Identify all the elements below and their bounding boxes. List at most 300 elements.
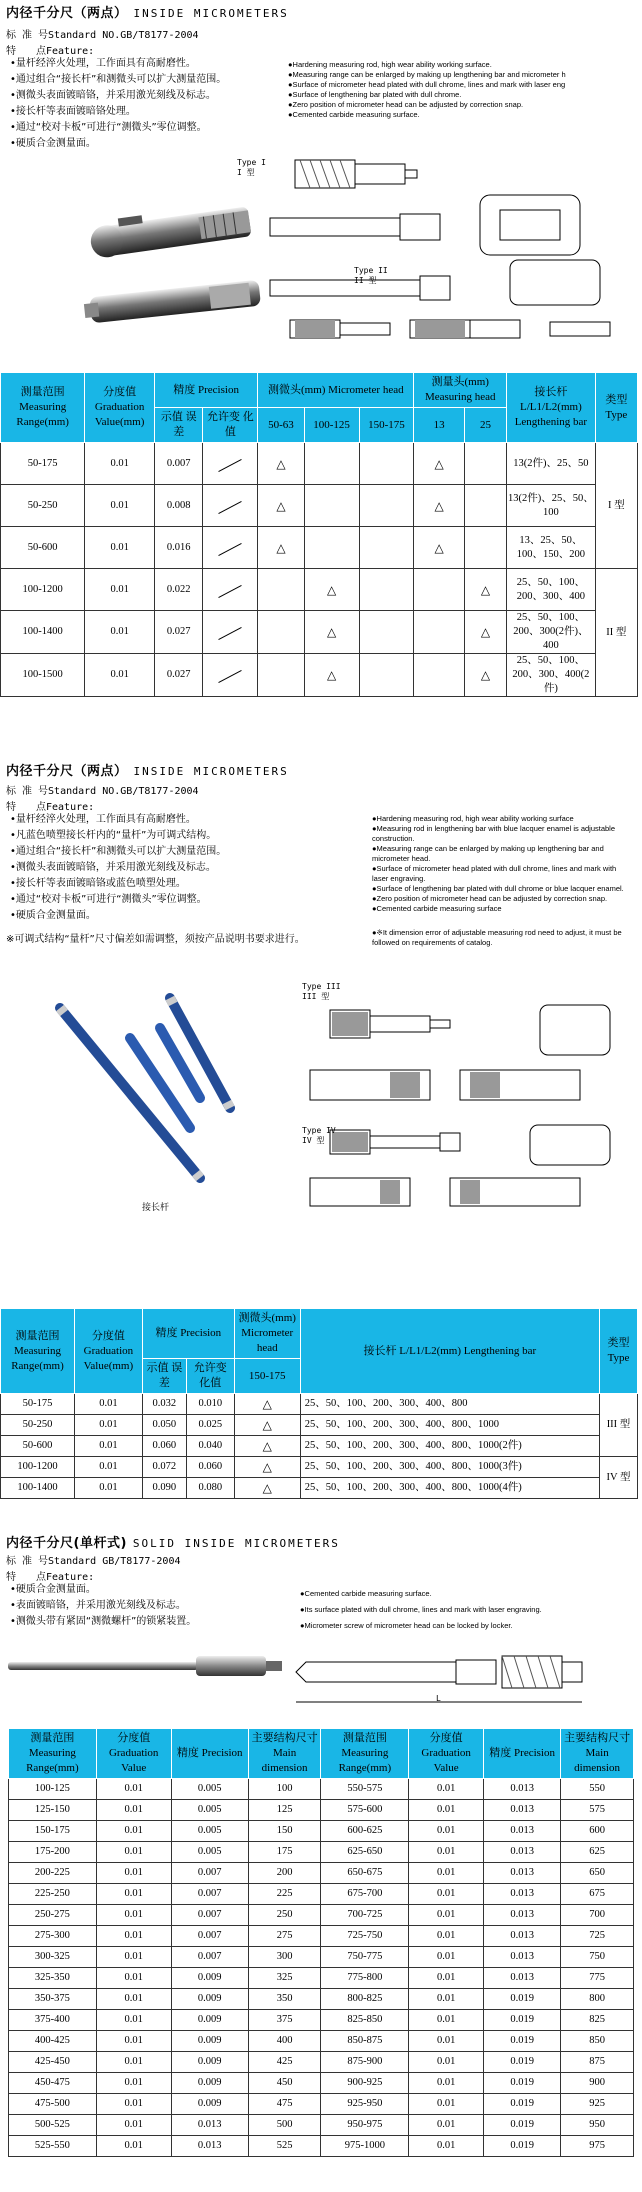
table-cell: 0.01 [409, 2115, 484, 2136]
table-cell: 0.01 [409, 1968, 484, 1989]
table-cell: 0.013 [484, 1842, 561, 1863]
table-cell: 0.01 [409, 1884, 484, 1905]
table-row [1, 527, 638, 569]
standard-number: 标 准 号Standard NO.GB/T8177-2004 [6, 786, 199, 797]
table-cell: 0.01 [96, 2115, 171, 2136]
table-cell: 0.013 [484, 1968, 561, 1989]
table-cell: 100 [248, 1779, 321, 1800]
cell-bar: 13(2件)、25、50、100 [507, 485, 596, 527]
table-cell: 0.013 [171, 2136, 248, 2157]
table-header: 分度值 Graduation Value [409, 1729, 484, 1779]
cell-bar: 25、50、100、200、300、400、800、1000(3件) [300, 1457, 599, 1478]
table-cell: 0.01 [409, 1842, 484, 1863]
spec-table-2 [0, 1308, 638, 1499]
cell-head: △ [234, 1415, 300, 1436]
table-row [9, 2115, 634, 2136]
solid-micrometer-drawing [292, 1632, 632, 1712]
table-cell: 425 [248, 2052, 321, 2073]
type-III-IV-drawings [300, 1000, 630, 1215]
table-row [9, 1863, 634, 1884]
cell-bar: 25、50、100、200、300、400、800 [300, 1394, 599, 1415]
cell-indication: 0.007 [154, 443, 203, 485]
table-header: 分度值 Graduation Value [96, 1729, 171, 1779]
cell-head: △ [304, 654, 359, 697]
bar-caption: 接长杆 [142, 1203, 170, 1213]
cell-mhead: △ [464, 654, 506, 697]
section-inside-micrometers-2 [0, 760, 642, 1540]
table-cell: 775-800 [321, 1968, 409, 1989]
table-cell: 825 [561, 2010, 634, 2031]
table-cell: 0.01 [96, 1989, 171, 2010]
cell-grad: 0.01 [85, 527, 155, 569]
table-row [1, 611, 638, 654]
cell-parallel-slash [203, 654, 258, 697]
table-row [1, 1394, 638, 1415]
table-cell: 0.01 [409, 1947, 484, 1968]
table-cell: 0.005 [171, 1779, 248, 1800]
type-I-label: Type I I 型 [237, 158, 266, 177]
table-cell: 0.01 [409, 2010, 484, 2031]
section-title: 内径千分尺（两点） INSIDE MICROMETERS [6, 764, 289, 779]
section-solid-inside-micrometers [0, 1532, 642, 2192]
standard-number: 标 准 号Standard GB/T8177-2004 [6, 1556, 181, 1567]
cell-indication: 0.027 [154, 611, 203, 654]
cell-head [359, 654, 414, 697]
table-cell: 0.01 [96, 1800, 171, 1821]
table-row [9, 1968, 634, 1989]
table-cell: 0.019 [484, 1989, 561, 2010]
cell-parallel-slash [203, 569, 258, 611]
table-cell: 275-300 [9, 1926, 97, 1947]
table-cell: 0.01 [409, 2073, 484, 2094]
header-mhead-col: 13 [414, 408, 465, 443]
cell-grad: 0.01 [74, 1436, 142, 1457]
table-row [9, 1905, 634, 1926]
slash-mark [219, 500, 242, 513]
table-cell: 0.01 [409, 1989, 484, 2010]
note-en: ● ※It dimension error of adjustable measuring rod need to adjust, it must be followed on requirements of catalog. [372, 928, 632, 948]
table-cell: 0.01 [96, 1926, 171, 1947]
table-cell: 675-700 [321, 1884, 409, 1905]
feature-label: 特 点Feature: [6, 802, 95, 813]
table-cell: 900-925 [321, 2073, 409, 2094]
cell-head [304, 485, 359, 527]
table-cell: 525-550 [9, 2136, 97, 2157]
standard-number: 标 准 号Standard NO.GB/T8177-2004 [6, 30, 199, 41]
table-cell: 200-225 [9, 1863, 97, 1884]
header-indication: 示值 误差 [142, 1359, 186, 1394]
cell-type: III 型 [600, 1394, 638, 1457]
cell-parallel-slash [203, 443, 258, 485]
table-header: 主要结构尺寸 Main dimension [561, 1729, 634, 1779]
cell-range: 100-1200 [1, 569, 85, 611]
table-cell: 0.01 [96, 2052, 171, 2073]
cell-range: 100-1200 [1, 1457, 75, 1478]
table-cell: 500-525 [9, 2115, 97, 2136]
table-cell: 325 [248, 1968, 321, 1989]
table-cell: 975 [561, 2136, 634, 2157]
cell-grad: 0.01 [85, 654, 155, 697]
note-cn: ※可调式结构“量杆”尺寸偏差如需调整，须按产品说明书要求进行。 [6, 934, 305, 945]
table-cell: 0.01 [96, 2073, 171, 2094]
table-cell: 0.019 [484, 2031, 561, 2052]
solid-micrometer-photo [6, 1646, 286, 1686]
cell-parallel: 0.010 [186, 1394, 234, 1415]
cell-mhead [414, 611, 465, 654]
table-cell: 700 [561, 1905, 634, 1926]
table-row [9, 1884, 634, 1905]
table-cell: 475 [248, 2094, 321, 2115]
cell-head [359, 611, 414, 654]
table-cell: 900 [561, 2073, 634, 2094]
table-cell: 875-900 [321, 2052, 409, 2073]
table-cell: 350 [248, 1989, 321, 2010]
cell-grad: 0.01 [85, 569, 155, 611]
table-cell: 0.009 [171, 2073, 248, 2094]
header-indication: 示值 误差 [154, 408, 203, 443]
table-cell: 0.005 [171, 1800, 248, 1821]
table-cell: 950-975 [321, 2115, 409, 2136]
table-cell: 750-775 [321, 1947, 409, 1968]
features-en: ● Hardening measuring rod, high wear ability working surface ● Measuring rod in lengthening bar with blue lacquer enamel is adjustable construction. ● Measuring range can be enlarged by making up lengthening bar and micrometer head. ● Surface of micrometer head plated with dull chrome, lines and mark with laser engraving. ● Surface of lengthening bar plated with dull chrome or blue lacquer enamel. ● Zero position of micrometer head can be adjusted by correction snap. ● Cemented carbide measuring surface [372, 814, 632, 914]
header-lengthening-bar: 接长杆 L/L1/L2(mm) Lengthening bar [507, 373, 596, 443]
type-I-II-drawings [250, 150, 630, 360]
table-cell: 0.01 [409, 1863, 484, 1884]
table-cell: 100-125 [9, 1779, 97, 1800]
table-cell: 0.019 [484, 2136, 561, 2157]
cell-bar: 25、50、100、200、300、400、800、1000(4件) [300, 1478, 599, 1499]
table-cell: 0.01 [409, 1800, 484, 1821]
cell-grad: 0.01 [74, 1457, 142, 1478]
table-row [9, 2010, 634, 2031]
feature-label: 特 点Feature: [6, 1572, 95, 1583]
table-cell: 0.009 [171, 1989, 248, 2010]
table-header: 主要结构尺寸 Main dimension [248, 1729, 321, 1779]
header-head-col: 150-175 [359, 408, 414, 443]
table-cell: 550-575 [321, 1779, 409, 1800]
table-row [1, 1436, 638, 1457]
table-cell: 550 [561, 1779, 634, 1800]
cell-type: II 型 [595, 569, 637, 697]
table-cell: 300 [248, 1947, 321, 1968]
header-parallel: 允许变 化值 [186, 1359, 234, 1394]
table-cell: 650 [561, 1863, 634, 1884]
cell-grad: 0.01 [85, 485, 155, 527]
cell-range: 100-1400 [1, 1478, 75, 1499]
table-cell: 0.013 [484, 1905, 561, 1926]
cell-mhead: △ [414, 527, 465, 569]
table-row [9, 2073, 634, 2094]
table-cell: 775 [561, 1968, 634, 1989]
cell-mhead [464, 485, 506, 527]
table-cell: 0.01 [96, 1842, 171, 1863]
section-title: 内径千分尺（两点） INSIDE MICROMETERS [6, 6, 289, 21]
header-range: 测量范围 Measuring Range(mm) [1, 1309, 75, 1394]
blue-lengthening-bars-photo [50, 988, 250, 1198]
header-micrometer-head: 测微头(mm) Micrometer head [258, 373, 414, 408]
table-cell: 0.009 [171, 2031, 248, 2052]
cell-parallel: 0.025 [186, 1415, 234, 1436]
table-cell: 750 [561, 1947, 634, 1968]
table-cell: 0.013 [484, 1947, 561, 1968]
cell-bar: 25、50、100、200、300、400、800、1000(2件) [300, 1436, 599, 1457]
cell-head [359, 485, 414, 527]
cell-bar: 13(2件)、25、50 [507, 443, 596, 485]
table-cell: 925-950 [321, 2094, 409, 2115]
table-row [9, 1842, 634, 1863]
cell-mhead: △ [414, 485, 465, 527]
table-cell: 0.01 [96, 2136, 171, 2157]
table-row [9, 1800, 634, 1821]
table-cell: 0.01 [409, 1779, 484, 1800]
table-cell: 0.01 [409, 2094, 484, 2115]
cell-indication: 0.060 [142, 1436, 186, 1457]
table-cell: 375-400 [9, 2010, 97, 2031]
cell-range: 100-1400 [1, 611, 85, 654]
table-cell: 625 [561, 1842, 634, 1863]
header-row [9, 1729, 634, 1779]
cell-bar: 25、50、100、200、300、400、800、1000 [300, 1415, 599, 1436]
table-row [1, 1478, 638, 1499]
table-cell: 0.005 [171, 1821, 248, 1842]
cell-range: 50-600 [1, 527, 85, 569]
table-cell: 500 [248, 2115, 321, 2136]
cell-head [258, 654, 304, 697]
cell-head [359, 527, 414, 569]
cell-head: △ [304, 611, 359, 654]
table-row [9, 1947, 634, 1968]
table-cell: 300-325 [9, 1947, 97, 1968]
cell-head: △ [234, 1394, 300, 1415]
table-cell: 0.01 [96, 1905, 171, 1926]
table-cell: 850-875 [321, 2031, 409, 2052]
cell-mhead [464, 527, 506, 569]
table-cell: 0.009 [171, 2052, 248, 2073]
spec-table-1 [0, 372, 638, 697]
table-row [9, 1989, 634, 2010]
table-cell: 0.01 [409, 2136, 484, 2157]
table-header: 测量范围 Measuring Range(mm) [321, 1729, 409, 1779]
cell-indication: 0.090 [142, 1478, 186, 1499]
table-header: 精度 Precision [171, 1729, 248, 1779]
cell-range: 50-175 [1, 443, 85, 485]
features-en: ● Cemented carbide measuring surface. ● Its surface plated with dull chrome, lines and mark with laser engraving. ● Micrometer screw of micrometer head can be locked by locker. [300, 1586, 640, 1634]
header-lengthening-bar: 接长杆 L/L1/L2(mm) Lengthening bar [300, 1309, 599, 1394]
table-cell: 450 [248, 2073, 321, 2094]
header-micrometer-head: 测微头(mm) Micrometer head [234, 1309, 300, 1359]
cell-parallel-slash [203, 611, 258, 654]
table-cell: 375 [248, 2010, 321, 2031]
spec-table-3 [8, 1728, 634, 2157]
table-cell: 625-650 [321, 1842, 409, 1863]
table-cell: 650-675 [321, 1863, 409, 1884]
table-row [9, 1926, 634, 1947]
cell-indication: 0.016 [154, 527, 203, 569]
header-measuring-head: 测量头(mm) Measuring head [414, 373, 507, 408]
header-head-col: 50-63 [258, 408, 304, 443]
cell-mhead: △ [464, 611, 506, 654]
slash-mark [219, 542, 242, 555]
features-en: ● Hardening measuring rod, high wear ability working surface. ● Measuring range can be enlarged by making up lengthening bar and micrometer h ● Surface of micrometer head plated with dull chrome, lines and mark with laser eng ● Surface of lengthening bar plated with dull chrome. ● Zero position of micrometer head can be adjusted by correction snap. ● Cemented carbide measuring surface. [288, 60, 638, 120]
header-mhead-col: 25 [464, 408, 506, 443]
cell-range: 50-175 [1, 1394, 75, 1415]
cell-grad: 0.01 [85, 611, 155, 654]
table-cell: 850 [561, 2031, 634, 2052]
cell-head [304, 527, 359, 569]
table-cell: 0.01 [96, 2010, 171, 2031]
table-row [1, 654, 638, 697]
slash-mark [219, 584, 242, 597]
table-cell: 0.01 [96, 1863, 171, 1884]
cell-grad: 0.01 [74, 1415, 142, 1436]
cell-head [258, 569, 304, 611]
table-cell: 0.007 [171, 1863, 248, 1884]
table-cell: 250-275 [9, 1905, 97, 1926]
table-row [1, 485, 638, 527]
table-cell: 0.005 [171, 1842, 248, 1863]
table-cell: 575 [561, 1800, 634, 1821]
cell-parallel: 0.080 [186, 1478, 234, 1499]
table-row [9, 2052, 634, 2073]
cell-head: △ [258, 527, 304, 569]
table-cell: 0.01 [96, 2031, 171, 2052]
features-cn: • 硬质合金测量面。 • 表面镀暗铬，并采用激光刻线及标志。 • 测微头带有紧固“测微螺杆”的锁紧装置。 [10, 1582, 196, 1630]
table-row [1, 569, 638, 611]
table-cell: 175 [248, 1842, 321, 1863]
table-cell: 0.007 [171, 1884, 248, 1905]
cell-head [304, 443, 359, 485]
table-cell: 150 [248, 1821, 321, 1842]
table-cell: 400 [248, 2031, 321, 2052]
header-parallel: 允许变 化值 [203, 408, 258, 443]
feature-label: 特 点Feature: [6, 46, 95, 57]
table-cell: 700-725 [321, 1905, 409, 1926]
table-cell: 325-350 [9, 1968, 97, 1989]
cell-head: △ [258, 443, 304, 485]
cell-head [359, 569, 414, 611]
slash-mark [219, 627, 242, 640]
cell-head: △ [234, 1436, 300, 1457]
table-cell: 150-175 [9, 1821, 97, 1842]
table-cell: 0.009 [171, 2010, 248, 2031]
table-cell: 0.019 [484, 2115, 561, 2136]
table-cell: 0.01 [409, 1821, 484, 1842]
table-cell: 800-825 [321, 1989, 409, 2010]
header-type: 类型 Type [595, 373, 637, 443]
table-cell: 0.01 [409, 1905, 484, 1926]
table-cell: 0.013 [171, 2115, 248, 2136]
cell-parallel: 0.060 [186, 1457, 234, 1478]
section-title: 内径千分尺(单杆式) SOLID INSIDE MICROMETERS [6, 1536, 340, 1551]
cell-bar: 25、50、100、200、300、400 [507, 569, 596, 611]
cell-bar: 25、50、100、200、300、400(2件) [507, 654, 596, 697]
table-cell: 0.013 [484, 1779, 561, 1800]
table-cell: 0.019 [484, 2094, 561, 2115]
table-cell: 475-500 [9, 2094, 97, 2115]
table-row [9, 2136, 634, 2157]
table-cell: 0.013 [484, 1821, 561, 1842]
cell-range: 50-600 [1, 1436, 75, 1457]
cell-mhead [464, 443, 506, 485]
table-cell: 0.01 [96, 1884, 171, 1905]
cell-mhead [414, 569, 465, 611]
table-cell: 0.01 [96, 1779, 171, 1800]
features-cn: • 量杆经淬火处理，工作面具有高耐磨性。 • 凡蓝色喷塑接长杆内的“量杆”为可调式结构。 • 通过组合“接长杆”和测微头可以扩大测量范围。 • 测微头表面镀暗铬，并采用激光刻线及标志。 • 接长杆等表面镀暗铬或蓝色喷塑处理。 • 通过“校对卡板”可进行“测微头”零位调整。 • 硬质合金测量面。 [10, 812, 226, 924]
cell-range: 100-1500 [1, 654, 85, 697]
table-cell: 0.007 [171, 1947, 248, 1968]
table-cell: 425-450 [9, 2052, 97, 2073]
table-cell: 175-200 [9, 1842, 97, 1863]
table-cell: 0.01 [96, 1968, 171, 1989]
cell-type: I 型 [595, 443, 637, 569]
cell-indication: 0.050 [142, 1415, 186, 1436]
header-head-col: 150-175 [234, 1359, 300, 1394]
cell-indication: 0.022 [154, 569, 203, 611]
cell-indication: 0.008 [154, 485, 203, 527]
type-IV-label: Type IV IV 型 [302, 1126, 336, 1145]
section-inside-micrometers-1 [0, 0, 642, 760]
table-cell: 575-600 [321, 1800, 409, 1821]
table-cell: 0.009 [171, 2094, 248, 2115]
table-cell: 0.009 [171, 1968, 248, 1989]
header-type: 类型 Type [600, 1309, 638, 1394]
table-cell: 825-850 [321, 2010, 409, 2031]
cell-grad: 0.01 [74, 1394, 142, 1415]
table-cell: 0.007 [171, 1905, 248, 1926]
table-cell: 525 [248, 2136, 321, 2157]
cell-type: IV 型 [600, 1457, 638, 1499]
cell-head [258, 611, 304, 654]
table-cell: 600 [561, 1821, 634, 1842]
table-cell: 200 [248, 1863, 321, 1884]
table-cell: 0.013 [484, 1926, 561, 1947]
cell-grad: 0.01 [85, 443, 155, 485]
cell-range: 50-250 [1, 485, 85, 527]
table-cell: 725 [561, 1926, 634, 1947]
cell-parallel-slash [203, 485, 258, 527]
table-cell: 350-375 [9, 1989, 97, 2010]
table-header: 测量范围 Measuring Range(mm) [9, 1729, 97, 1779]
features-cn: • 量杆经淬火处理，工作面具有高耐磨性。 • 通过组合“接长杆”和测微头可以扩大测量范围。 • 测微头表面镀暗铬，并采用激光刻线及标志。 • 接长杆等表面镀暗铬处理。 • 通过“校对卡板”可进行“测微头”零位调整。 • 硬质合金测量面。 [10, 56, 226, 152]
table-cell: 600-625 [321, 1821, 409, 1842]
cell-range: 50-250 [1, 1415, 75, 1436]
table-cell: 0.019 [484, 2010, 561, 2031]
cell-indication: 0.072 [142, 1457, 186, 1478]
cell-head [359, 443, 414, 485]
cell-head: △ [258, 485, 304, 527]
table-cell: 275 [248, 1926, 321, 1947]
slash-mark [219, 670, 242, 683]
table-row [1, 1415, 638, 1436]
table-cell: 0.019 [484, 2052, 561, 2073]
cell-head: △ [234, 1457, 300, 1478]
table-cell: 0.01 [409, 2052, 484, 2073]
table-cell: 0.013 [484, 1884, 561, 1905]
table-row [1, 443, 638, 485]
cell-mhead: △ [414, 443, 465, 485]
table-cell: 975-1000 [321, 2136, 409, 2157]
cell-indication: 0.032 [142, 1394, 186, 1415]
table-cell: 950 [561, 2115, 634, 2136]
table-cell: 800 [561, 1989, 634, 2010]
cell-bar: 25、50、100、200、300(2件)、400 [507, 611, 596, 654]
table-row [9, 2031, 634, 2052]
table-cell: 0.019 [484, 2073, 561, 2094]
table-cell: 0.01 [96, 1821, 171, 1842]
table-cell: 0.013 [484, 1800, 561, 1821]
table-cell: 0.01 [409, 2031, 484, 2052]
cell-indication: 0.027 [154, 654, 203, 697]
